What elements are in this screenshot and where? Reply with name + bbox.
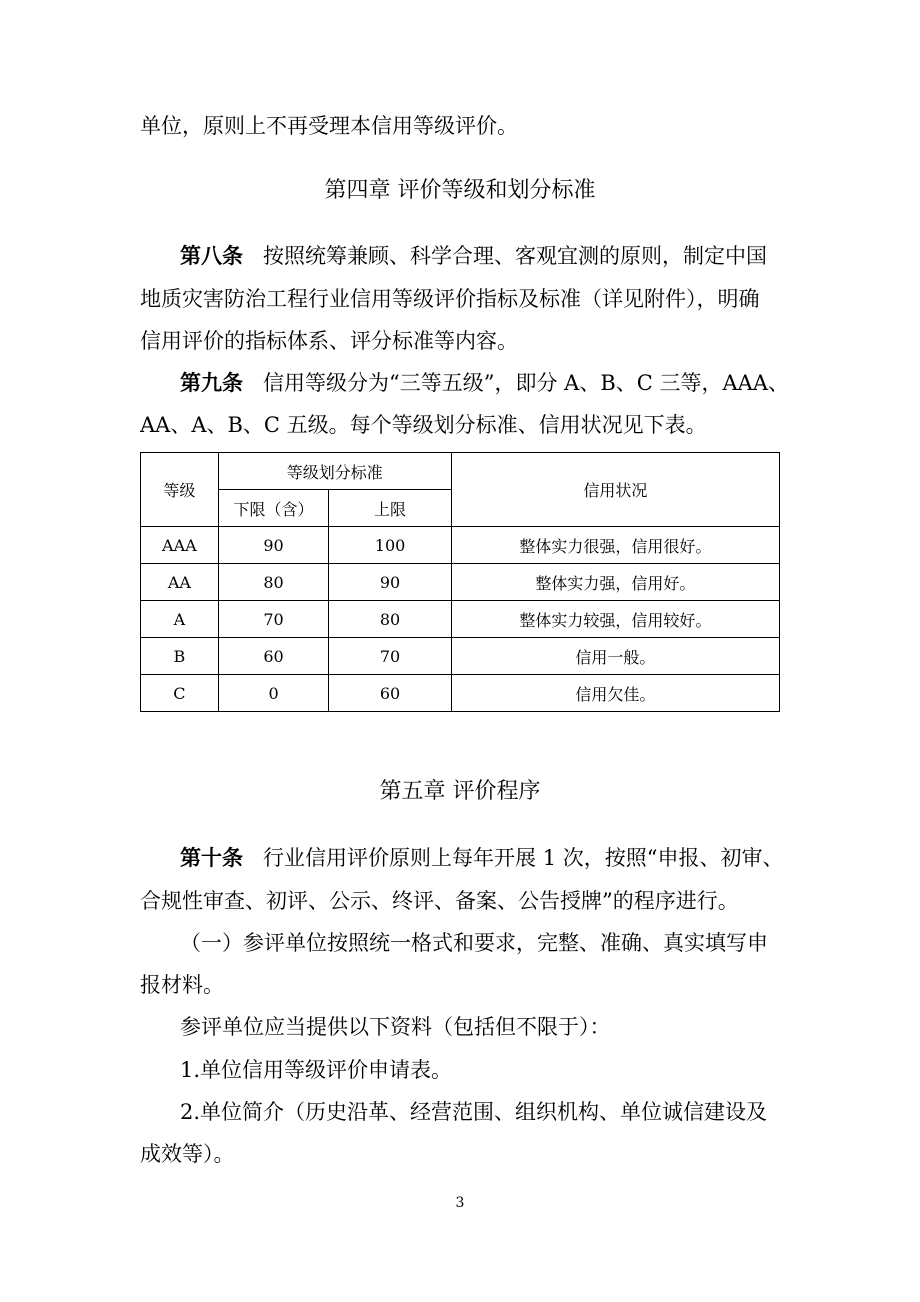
- article-8-heading: 第八条: [180, 243, 243, 268]
- article-8-line-3: 信用评价的指标体系、评分标准等内容。: [140, 329, 518, 353]
- cell-status: 信用一般。: [451, 638, 779, 675]
- article-9-line-1: [180, 367, 789, 399]
- cell-upper: 70: [329, 638, 451, 675]
- article-10-heading: 第十条: [180, 845, 243, 870]
- cell-grade: B: [141, 638, 219, 675]
- material-item-1: 1.单位信用等级评价申请表。: [180, 1058, 453, 1082]
- cell-status: 整体实力较强，信用较好。: [451, 601, 779, 638]
- table-row: [141, 564, 780, 601]
- article-8-text: 按照统筹兼顾、科学合理、客观宜测的原则，制定中国: [263, 244, 768, 268]
- cell-lower: 0: [218, 675, 329, 712]
- cell-grade: AA: [141, 564, 219, 601]
- paragraph-line: 单位，原则上不再受理本信用等级评价。: [140, 114, 518, 138]
- article-9-heading: 第九条: [180, 370, 243, 395]
- cell-status: 整体实力强，信用好。: [451, 564, 779, 601]
- cell-grade: AAA: [141, 527, 219, 564]
- table-row: [141, 527, 780, 564]
- header-grade: 等级: [141, 453, 219, 527]
- header-upper: 上限: [329, 490, 451, 527]
- cell-grade: A: [141, 601, 219, 638]
- cell-lower: 70: [218, 601, 329, 638]
- article-10-line-2: 合规性审查、初评、公示、终评、备案、公告授牌”的程序进行。: [140, 889, 739, 913]
- chapter-5-title: 第五章 评价程序: [379, 779, 541, 804]
- article-8-line-1: [180, 240, 767, 272]
- cell-upper: 60: [329, 675, 451, 712]
- header-status: 信用状况: [451, 453, 779, 527]
- credit-grade-table: [140, 452, 780, 712]
- table-row: [141, 601, 780, 638]
- article-10-line-1: [180, 842, 783, 874]
- cell-upper: 90: [329, 564, 451, 601]
- article-9-line-2: AA、A、B、C 五级。每个等级划分标准、信用状况见下表。: [140, 413, 707, 437]
- chapter-4-title: 第四章 评价等级和划分标准: [324, 178, 596, 203]
- material-item-2-line-2: 成效等）。: [140, 1142, 235, 1166]
- clause-1-line-1: （一）参评单位按照统一格式和要求，完整、准确、真实填写申: [180, 931, 768, 955]
- table-row: [141, 638, 780, 675]
- cell-grade: C: [141, 675, 219, 712]
- cell-upper: 100: [329, 527, 451, 564]
- cell-upper: 80: [329, 601, 451, 638]
- article-8-line-2: 地质灾害防治工程行业信用等级评价指标及标准（详见附件），明确: [140, 287, 760, 311]
- material-item-2-line-1: 2.单位简介（历史沿革、经营范围、组织机构、单位诚信建设及: [180, 1100, 768, 1124]
- article-9-text: 信用等级分为“三等五级”，即分 A、B、C 三等，AAA、: [263, 371, 790, 395]
- header-standard: 等级划分标准: [218, 453, 451, 490]
- clause-1-line-2: 报材料。: [140, 973, 224, 997]
- cell-lower: 80: [218, 564, 329, 601]
- cell-lower: 60: [218, 638, 329, 675]
- header-lower: 下限（含）: [218, 490, 329, 527]
- materials-intro: 参评单位应当提供以下资料（包括但不限于）：: [180, 1015, 611, 1039]
- table-row: [141, 675, 780, 712]
- cell-lower: 90: [218, 527, 329, 564]
- article-10-text: 行业信用评价原则上每年开展 1 次，按照“申报、初审、: [263, 846, 784, 870]
- page-number: 3: [455, 1195, 465, 1211]
- cell-status: 信用欠佳。: [451, 675, 779, 712]
- cell-status: 整体实力很强，信用很好。: [451, 527, 779, 564]
